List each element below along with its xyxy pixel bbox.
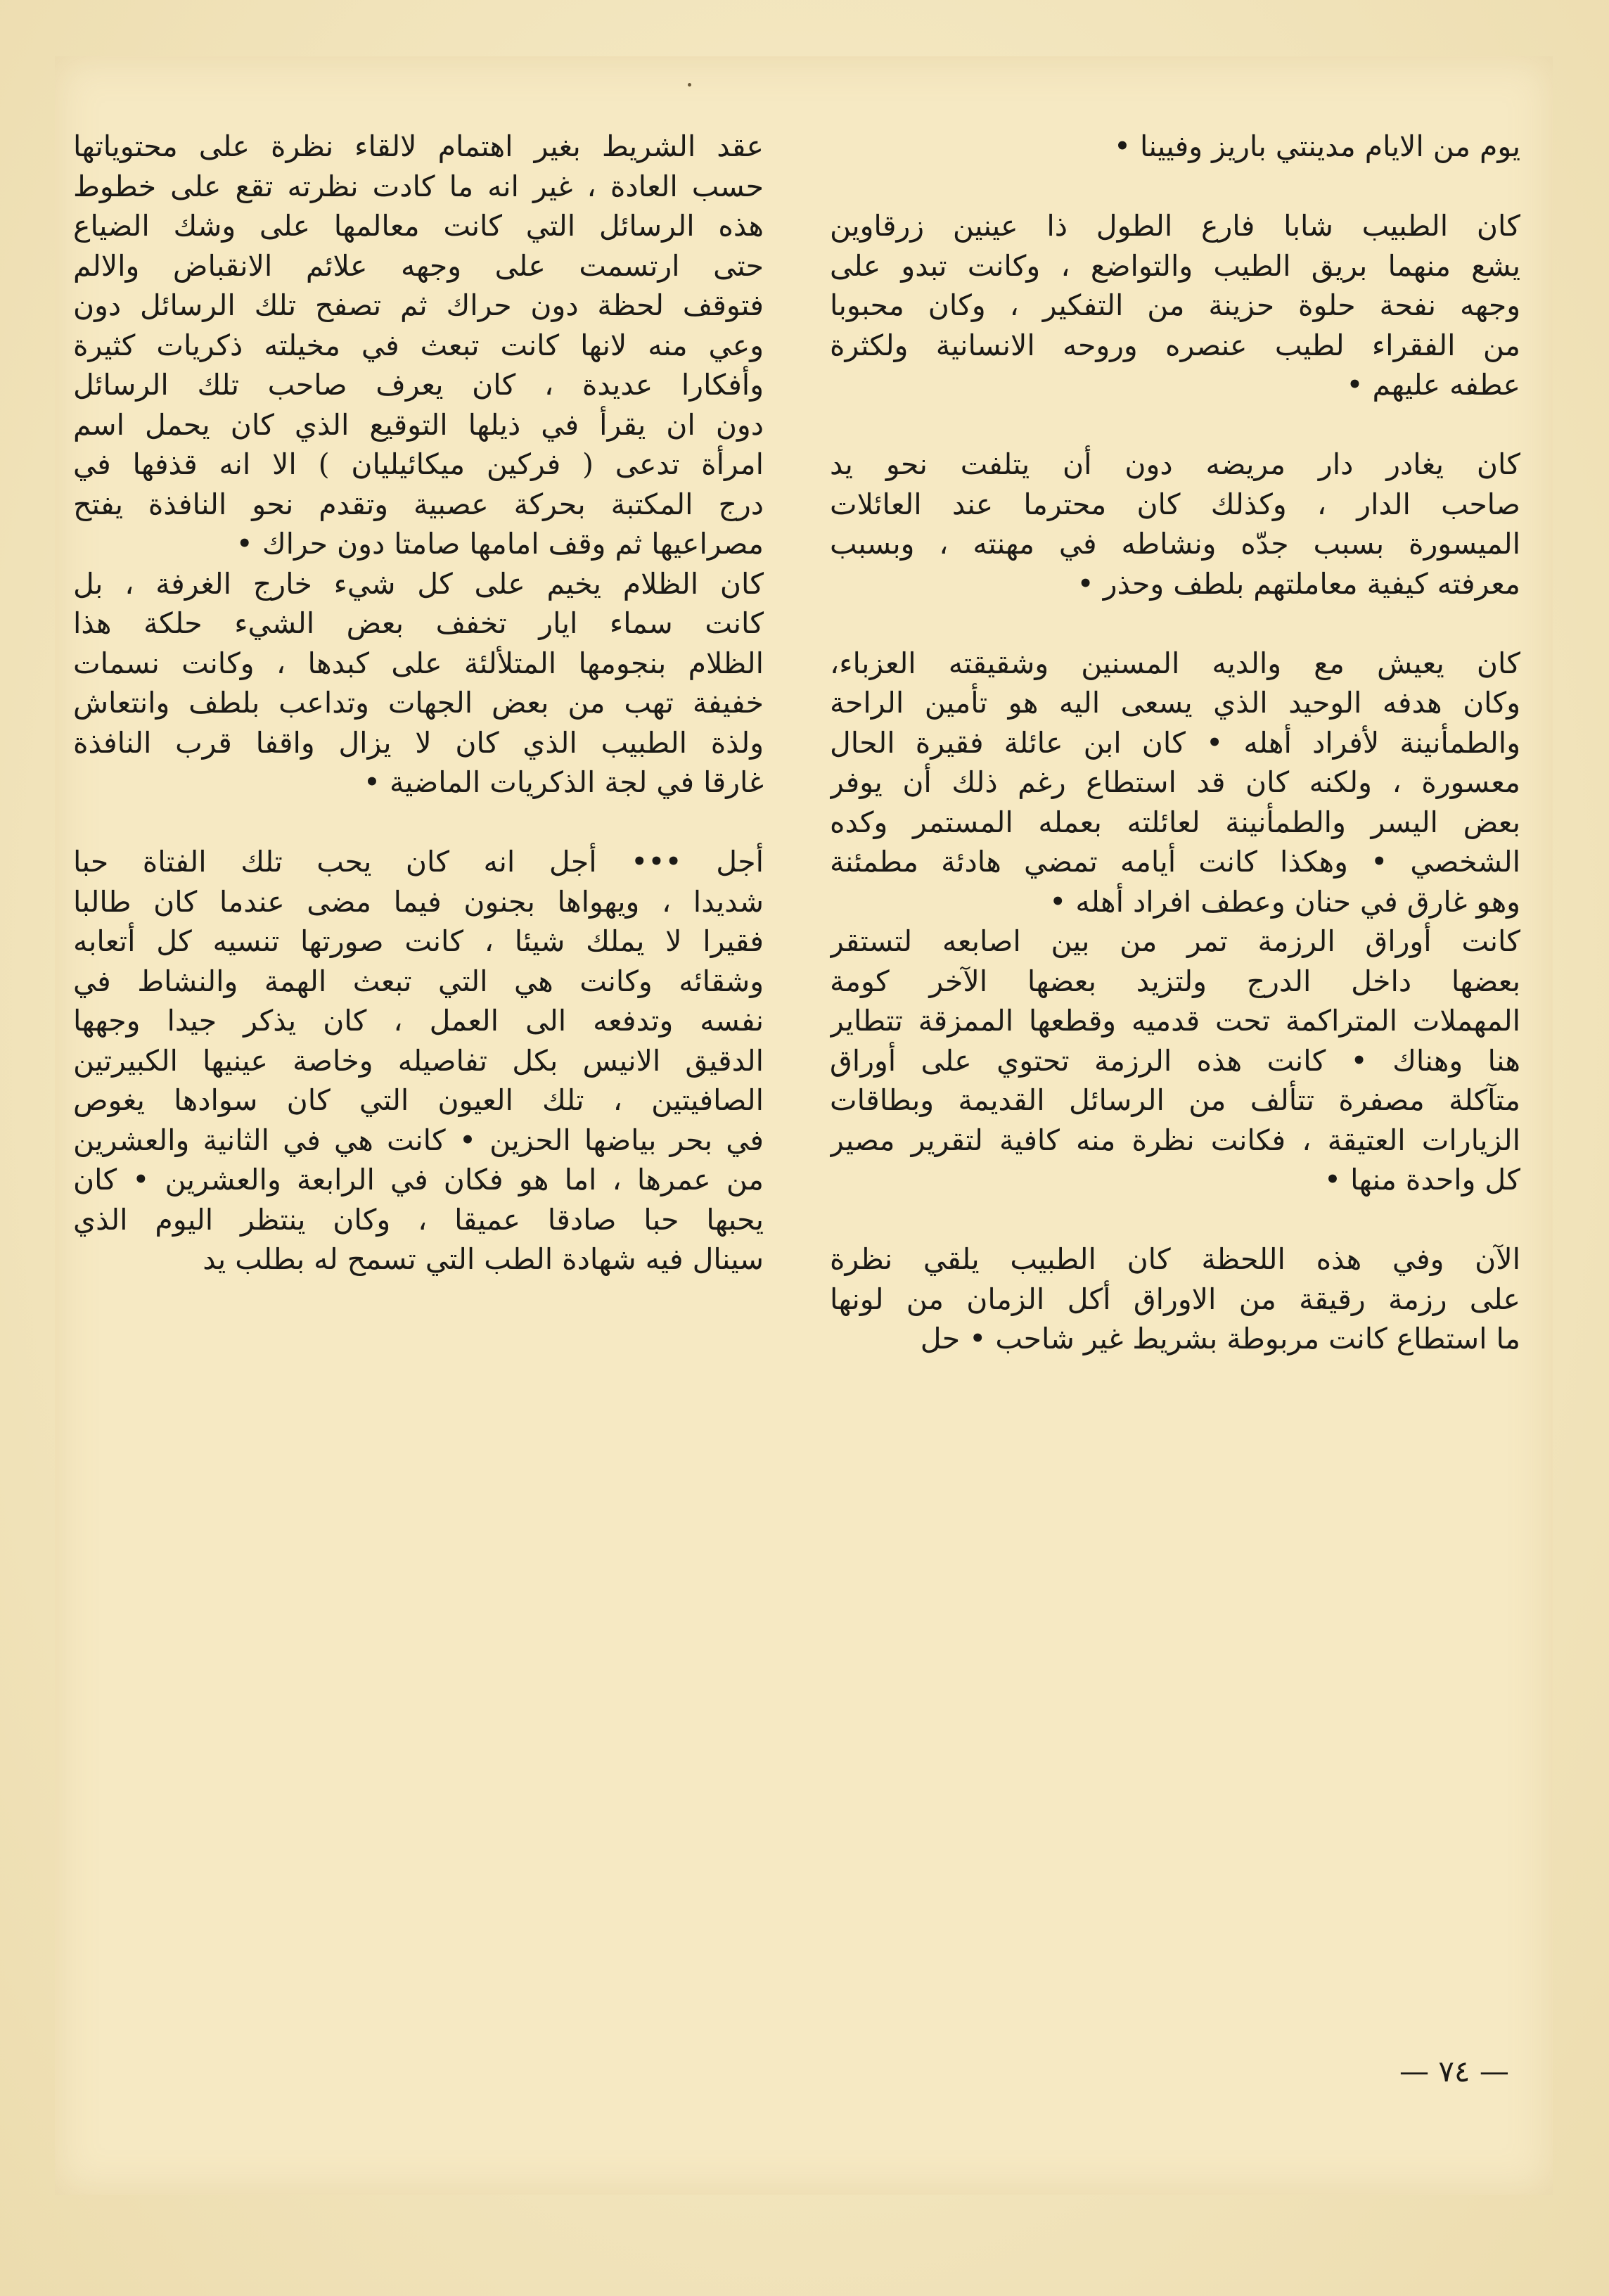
- text-line: خفيفة تهب من بعض الجهات وتداعب بلطف وانتعاش: [73, 686, 764, 720]
- text-line: ما استطاع كانت مربوطة بشريط غير شاحب • حل: [920, 1322, 1520, 1356]
- text-line: هنا وهناك • كانت هذه الرزمة تحتوي على أوراق: [830, 1043, 1520, 1078]
- text-line: الآن وفي هذه اللحظة كان الطبيب يلقي نظرة: [830, 1242, 1520, 1276]
- right-text-column: [830, 127, 1520, 1359]
- text-line: هذه الرسائل التي كانت معالمها على وشك الضياع: [73, 209, 764, 243]
- text-line: كانت أوراق الرزمة تمر من بين اصابعه لتستقر: [830, 924, 1520, 958]
- text-line: وجهه نفحة حلوة حزينة من التفكير ، وكان محبوبا: [830, 288, 1520, 322]
- text-line: شديدا ، ويهواها بجنون فيما مضى عندما كان طالبا: [73, 884, 764, 919]
- text-line: صاحب الدار ، وكذلك كان محترما عند العائلات: [830, 487, 1520, 521]
- text-line: دون ان يقرأ في ذيلها التوقيع الذي كان يحمل اسم: [73, 407, 764, 442]
- text-line: وعي منه لانها كانت تبعث في مخيلته ذكريات كثيرة: [73, 328, 764, 362]
- text-line: وكان هدفه الوحيد الذي يسعى اليه هو تأمين الراحة: [830, 686, 1520, 720]
- text-line: أجل ••• أجل انه كان يحب تلك الفتاة حبا: [73, 845, 764, 879]
- text-line: عقد الشريط بغير اهتمام لالقاء نظرة على محتوياتها: [73, 129, 764, 163]
- text-line: حسب العادة ، غير انه ما كادت نظرته تقع على خطوط: [73, 169, 764, 203]
- text-line: الصافيتين ، تلك العيون التي كان سوادها يغوص: [73, 1083, 764, 1117]
- text-line: عطفه عليهم •: [1346, 368, 1520, 402]
- page-number: — ٧٤ —: [1399, 2054, 1509, 2088]
- text-line: الظلام بنجومها المتلألئة على كبدها ، وكانت نسمات: [73, 646, 764, 680]
- text-line: فتوقف لحظة دون حراك ثم تصفح تلك الرسائل دون: [73, 288, 764, 322]
- text-line: كل واحدة منها •: [1323, 1163, 1520, 1197]
- text-line: يشع منهما بريق الطيب والتواضع ، وكانت تبدو على: [830, 248, 1520, 283]
- text-line: امرأة تدعى ( فركين ميكائيليان ) الا انه قذفها في: [73, 447, 764, 481]
- text-line: في بحر بياضها الحزين • كانت هي في الثانية والعشرين: [73, 1123, 764, 1157]
- text-line: المهملات المتراكمة تحت قدميه وقطعها الممزقة تتطاير: [830, 1004, 1520, 1038]
- paragraph-gap: [830, 1200, 1520, 1240]
- text-line: كان الطبيب شابا فارع الطول ذا عينين زرقاوين: [830, 209, 1520, 243]
- paragraph-gap: [830, 604, 1520, 644]
- paragraph-gap: [830, 167, 1520, 207]
- text-line: من عمرها ، اما هو فكان في الرابعة والعشرين • كان: [73, 1163, 764, 1197]
- text-line: سينال فيه شهادة الطب التي تسمح له بطلب يد: [203, 1242, 764, 1276]
- text-line: درج المكتبة بحركة عصبية وتقدم نحو النافذة يفتح: [73, 487, 764, 521]
- text-line: وهو غارق في حنان وعطف افراد أهله •: [1049, 884, 1520, 919]
- text-line: نفسه وتدفعه الى العمل ، كان يذكر جيدا وجهها: [73, 1004, 764, 1038]
- text-line: كان يغادر دار مريضه دون أن يتلفت نحو يد: [830, 447, 1520, 481]
- text-line: على رزمة رقيقة من الاوراق أكل الزمان من لونها: [830, 1282, 1520, 1316]
- paragraph-gap: [830, 405, 1520, 445]
- text-line: حتى ارتسمت على وجهه علائم الانقباض والالم: [73, 248, 764, 283]
- text-line: ولذة الطبيب الذي كان لا يزال واقفا قرب النافذة: [73, 725, 764, 760]
- text-line: غارقا في لجة الذكريات الماضية •: [363, 765, 764, 799]
- text-line: وأفكارا عديدة ، كان يعرف صاحب تلك الرسائل: [73, 368, 764, 402]
- paragraph-gap: [73, 803, 764, 843]
- text-line: بعضها داخل الدرج ولتزيد بعضها الآخر كومة: [830, 964, 1520, 998]
- print-speck: [688, 83, 691, 87]
- text-line: كان يعيش مع والديه المسنين وشقيقته العزباء،: [830, 646, 1520, 680]
- text-line: كان الظلام يخيم على كل شيء خارج الغرفة ، بل: [73, 566, 764, 601]
- text-line: الميسورة بسبب جدّه ونشاطه في مهنته ، وبسبب: [830, 527, 1520, 561]
- left-text-column: [73, 127, 764, 1280]
- text-line: يوم من الايام مدينتي باريز وفيينا •: [1113, 129, 1520, 163]
- text-line: فقيرا لا يملك شيئا ، كانت صورتها تنسيه كل أتعابه: [73, 924, 764, 958]
- text-line: معرفته كيفية معاملتهم بلطف وحذر •: [1077, 566, 1520, 601]
- text-line: يحبها حبا صادقا عميقا ، وكان ينتظر اليوم الذي: [73, 1202, 764, 1237]
- text-line: والطمأنينة لأفراد أهله • كان ابن عائلة فقيرة الحال: [830, 725, 1520, 760]
- text-line: الشخصي • وهكذا كانت أيامه تمضي هادئة مطمئنة: [830, 845, 1520, 879]
- text-line: معسورة ، ولكنه كان قد استطاع رغم ذلك أن يوفر: [830, 765, 1520, 799]
- text-line: متآكلة مصفرة تتألف من الرسائل القديمة وبطاقات: [830, 1083, 1520, 1117]
- text-line: بعض اليسر والطمأنينة لعائلته بعمله المستمر وكده: [830, 805, 1520, 839]
- text-line: الزيارات العتيقة ، فكانت نظرة منه كافية لتقرير مصير: [830, 1123, 1520, 1157]
- text-line: من الفقراء لطيب عنصره وروحه الانسانية ولكثرة: [830, 328, 1520, 362]
- text-line: وشقائه وكانت هي التي تبعث الهمة والنشاط في: [73, 964, 764, 998]
- text-line: كانت سماء ايار تخفف بعض الشيء حلكة هذا: [73, 606, 764, 640]
- text-line: الدقيق الانيس بكل تفاصيله وخاصة عينيها الكبيرتين: [73, 1043, 764, 1078]
- text-line: مصراعيها ثم وقف امامها صامتا دون حراك •: [236, 527, 764, 561]
